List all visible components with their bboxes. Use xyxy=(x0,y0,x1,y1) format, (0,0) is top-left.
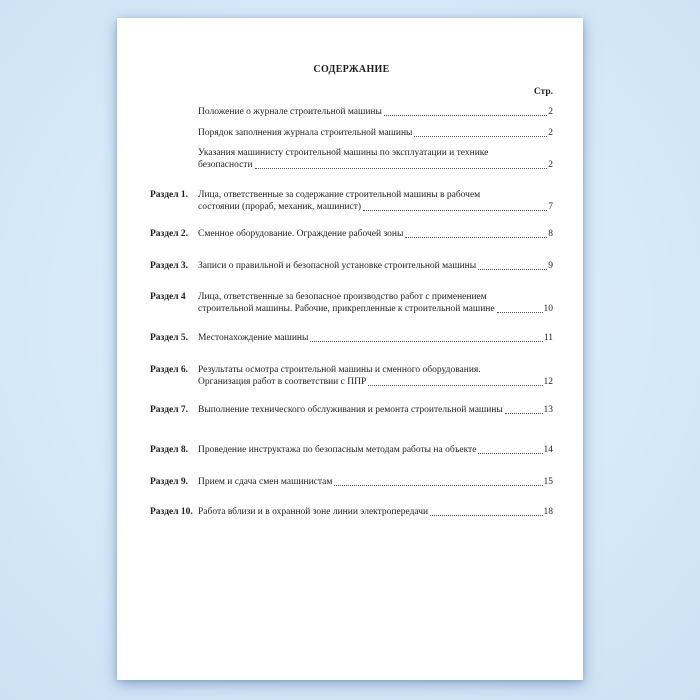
toc-entry xyxy=(150,127,553,139)
toc-entry-label xyxy=(150,127,198,139)
toc-entry-label: Раздел 1. xyxy=(150,190,189,200)
dot-leader xyxy=(430,506,542,516)
doc-title: СОДЕРЖАНИЕ xyxy=(313,64,390,75)
toc-entry xyxy=(150,404,553,416)
toc-entry xyxy=(150,332,553,344)
toc-entry-label: Раздел 3. xyxy=(150,261,189,271)
toc-entry-page: 8 xyxy=(548,229,553,239)
toc-entry xyxy=(150,364,553,388)
toc-entry-page: 10 xyxy=(543,304,553,314)
toc-entry-label xyxy=(150,106,198,118)
toc-entry-text: Лица, ответственные за безопасное производство работ с применением xyxy=(198,292,487,302)
toc-entry-label xyxy=(150,147,198,171)
toc-entry-page: 14 xyxy=(543,445,553,455)
toc-entry-text: Положение о журнале строительной машины xyxy=(198,107,382,117)
dot-leader xyxy=(414,127,547,137)
toc-entry xyxy=(150,106,553,118)
toc-entry-label: Раздел 9. xyxy=(150,477,189,487)
toc-entry-page: 11 xyxy=(543,333,553,343)
toc-entry-page: 15 xyxy=(543,477,553,487)
toc-entry-page: 7 xyxy=(548,202,553,212)
dot-leader xyxy=(478,260,547,270)
toc-entry-page: 18 xyxy=(543,507,553,517)
dot-leader xyxy=(497,303,543,313)
dot-leader xyxy=(368,376,542,386)
toc-entry-text: Записи о правильной и безопасной установке строительной машины xyxy=(198,261,477,271)
dot-leader xyxy=(384,106,547,116)
dot-leader xyxy=(478,444,542,454)
toc-entry-page: 13 xyxy=(543,405,553,415)
toc-entry xyxy=(150,260,553,272)
page-column-header: Стр. xyxy=(533,87,553,97)
toc-entry-label: Раздел 4 xyxy=(150,292,186,302)
toc-entry-text: Работа вблизи и в охранной зоне линии электропередачи xyxy=(198,507,429,517)
toc-entry-label: Раздел 8. xyxy=(150,445,189,455)
toc-entry-page: 2 xyxy=(548,160,553,170)
toc-entry xyxy=(150,476,553,488)
toc-entry xyxy=(150,506,553,518)
toc-entry-label: Раздел 10. xyxy=(150,507,193,517)
toc-entry-text: Организация работ в соответствии с ППР xyxy=(198,377,367,387)
toc-entry xyxy=(150,228,553,240)
toc-entry-text: Прием и сдача смен машинистам xyxy=(198,477,333,487)
dot-leader xyxy=(255,159,548,169)
toc-entry-page: 2 xyxy=(548,107,553,117)
toc-entry-page: 2 xyxy=(548,128,553,138)
toc-entry xyxy=(150,444,553,456)
toc-entry xyxy=(150,189,553,213)
toc-entry-text: Выполнение технического обслуживания и ремонта строительной машины xyxy=(198,405,503,415)
toc-entry-label: Раздел 2. xyxy=(150,229,189,239)
toc-list xyxy=(150,106,553,518)
toc-entry-page: 12 xyxy=(543,377,553,387)
toc-entry-label: Раздел 6. xyxy=(150,365,189,375)
toc-entry-text: Сменное оборудование. Ограждение рабочей зоны xyxy=(198,229,404,239)
toc-entry-text: Местонахождение машины xyxy=(198,333,309,343)
dot-leader xyxy=(334,476,542,486)
toc-entry-text: состоянии (прораб, механик, машинист) xyxy=(198,202,362,212)
doc-page xyxy=(117,18,583,680)
toc-entry-text: Порядок заполнения журнала строительной машины xyxy=(198,128,413,138)
dot-leader xyxy=(505,404,543,414)
toc-entry-text: безопасности xyxy=(198,160,253,170)
toc-entry-text: Лица, ответственные за содержание строительной машины в рабочем xyxy=(198,190,481,200)
toc-entry-label: Раздел 5. xyxy=(150,333,189,343)
toc-entry-label: Раздел 7. xyxy=(150,405,189,415)
toc-entry xyxy=(150,291,553,315)
dot-leader xyxy=(310,332,542,342)
toc-entry-text: строительной машины. Рабочие, прикрепленные к строительной машине xyxy=(198,304,495,314)
toc-entry xyxy=(150,147,553,171)
toc-entry-text: Результаты осмотра строительной машины и сменного оборудования. xyxy=(198,365,481,375)
dot-leader xyxy=(405,228,547,238)
toc-entry-text: Проведение инструктажа по безопасным методам работы на объекте xyxy=(198,445,477,455)
toc-entry-text: Указания машинисту строительной машины по эксплуатации и технике xyxy=(198,148,489,158)
dot-leader xyxy=(363,201,547,211)
toc-entry-page: 9 xyxy=(548,261,553,271)
